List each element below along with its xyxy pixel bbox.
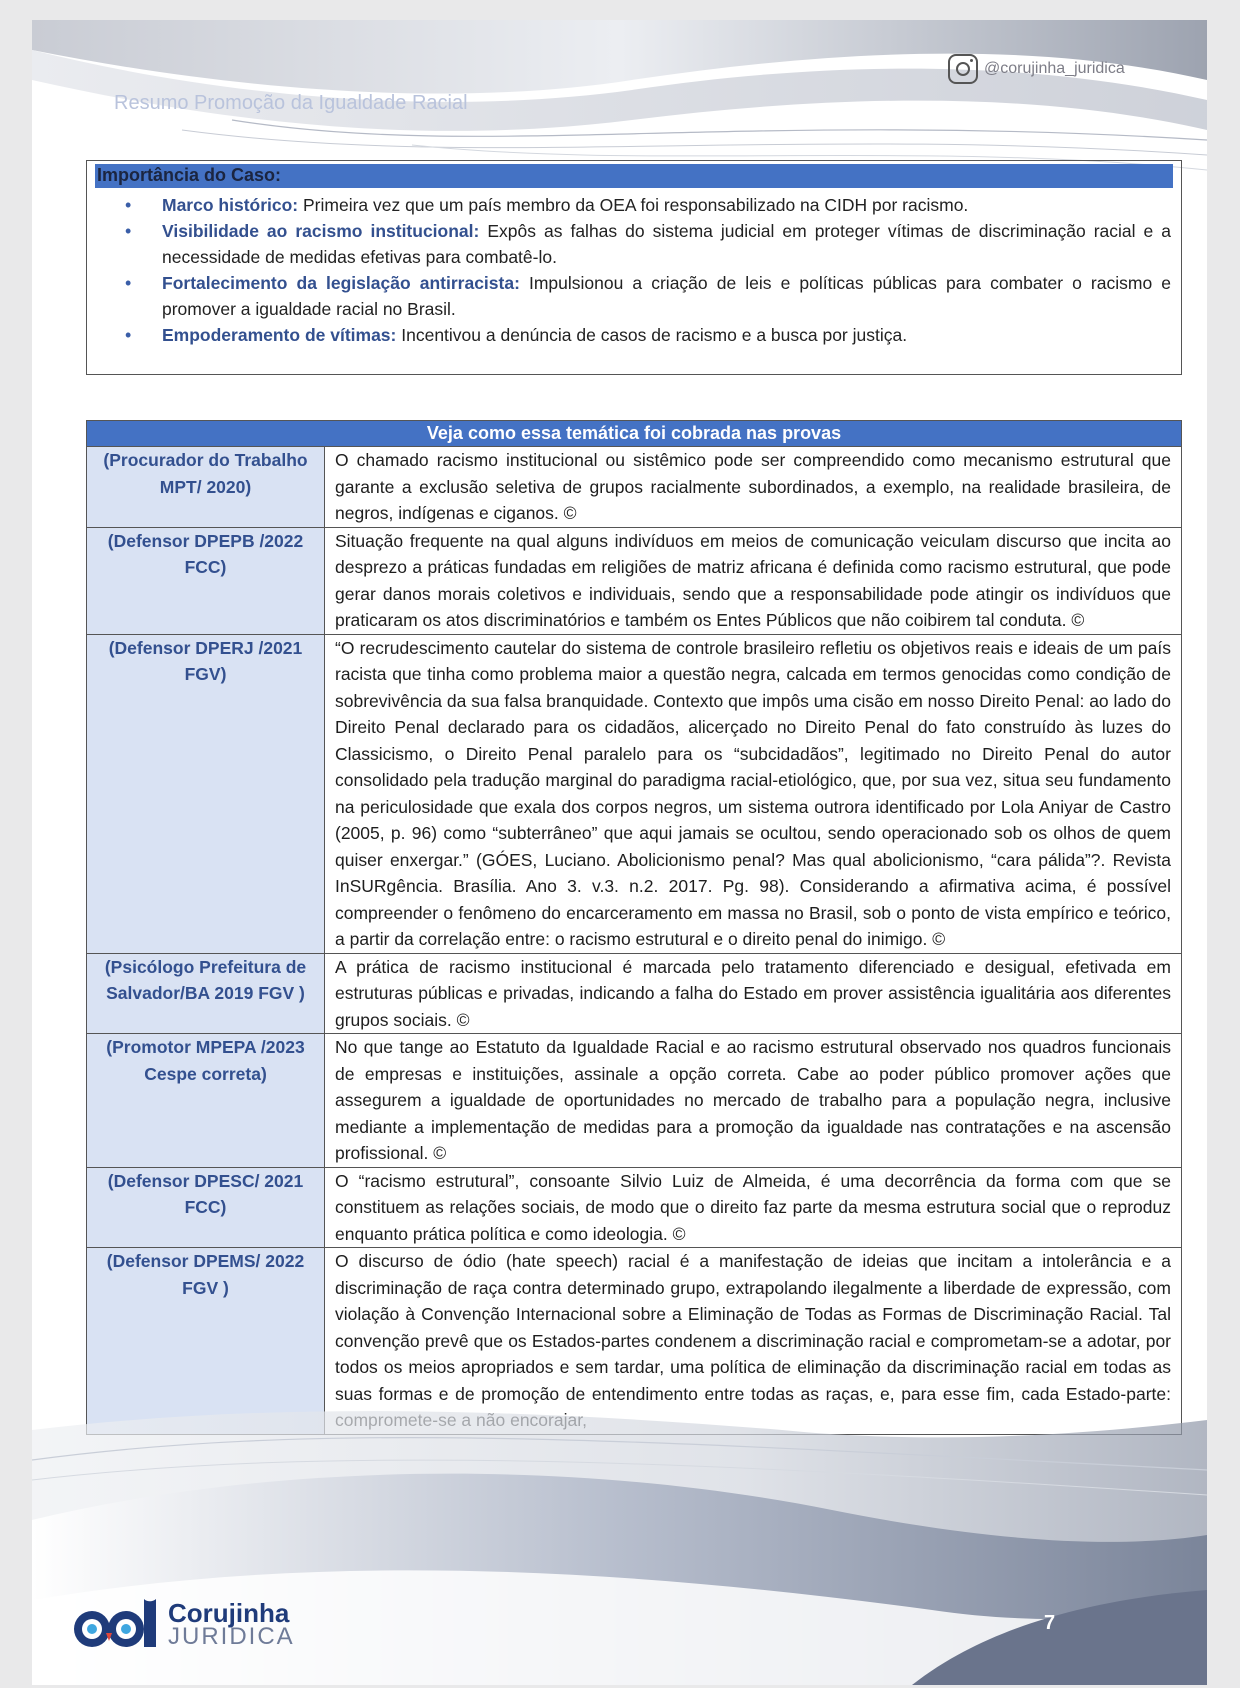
exam-source: (Defensor DPESC/ 2021 FCC) (87, 1167, 325, 1248)
header-title: Resumo Promoção da Igualdade Racial (114, 92, 468, 114)
exam-statement: O chamado racismo institucional ou sistêmico pode ser compreendido como mecanismo estrutural que garante a exclusão seletiva de grupos racialmente subordinados, a exemplo, na realidade brasileira, de negros, indígenas e ciganos. © (325, 447, 1182, 528)
table-row (87, 527, 1182, 634)
importance-item-text: Impulsionou a criação de leis e políticas públicas para combater o racismo e promover a igualdade racial no Brasil. (162, 273, 1171, 319)
table-heading: Veja como essa temática foi cobrada nas provas (87, 421, 1182, 447)
table-row (87, 634, 1182, 953)
table-row (87, 1167, 1182, 1248)
importance-item-label: Visibilidade ao racismo institucional: (162, 221, 480, 241)
importance-item-label: Empoderamento de vítimas: (162, 325, 397, 345)
instagram-icon (948, 54, 978, 84)
table-row (87, 447, 1182, 528)
exam-statement: O “racismo estrutural”, consoante Silvio Luiz de Almeida, é uma decorrência da forma com que se constituem as relações sociais, de modo que o direito faz parte da mesma estrutura social que o reproduz enquanto prática política e como ideologia. © (325, 1167, 1182, 1248)
exam-questions-table (86, 420, 1182, 1435)
exam-source: (Defensor DPEPB /2022 FCC) (87, 527, 325, 634)
table-row (87, 1034, 1182, 1168)
importance-item-text: Primeira vez que um país membro da OEA foi responsabilizado na CIDH por racismo. (298, 195, 969, 215)
table-row (87, 953, 1182, 1034)
exam-source: (Procurador do Trabalho MPT/ 2020) (87, 447, 325, 528)
exam-source: (Defensor DPERJ /2021 FGV) (87, 634, 325, 953)
instagram-handle-text: @corujinha_juridica (984, 60, 1125, 77)
exam-statement: O discurso de ódio (hate speech) racial é a manifestação de ideias que incitam a intolerância e a discriminação de raça contra determinado grupo, extrapolando ilegalmente a liberdade de expressão, com violação à Convenção Internacional sobre a Eliminação de Todas as Formas de Discriminação Racial. Tal convenção prevê que os Estados-partes condenem a discriminação racial e comprometam-se a adotar, por todos os meios apropriados e sem tardar, uma política de eliminação da discriminação racial em todas as suas formas e de promoção de entendimento entre todas as raças, e, para esse fim, cada Estado-parte: (325, 1248, 1182, 1435)
document-page (32, 20, 1207, 1685)
importance-box (86, 160, 1182, 375)
exam-statement: “O recrudescimento cautelar do sistema de controle brasileiro refletiu os objetivos reais e ideais de um país racista que tinha como problema maior a questão negra, calcada em termos genocidas como condição de sobrevivência da sua falsa branquidade. Contexto que impôs uma cisão em nosso Direito Penal: ao lado do Direito Penal declarado para os cidadãos, alicerçado no Direito Penal do fato construído às luzes do Classicismo, o Direito Penal paralelo para os “subcidadãos”, legitimado no Direito Penal do autor consolidado pela tradução marginal do paradigma racial-etiológico, que, por sua vez, situa seu fundamento na periculosidade que exala dos corpos negros, um sistema outrora identificado por Lola Aniyar de Castro (2005, p. 96) como “subterrâneo” que aqui jamais se ocultou, sendo operacionado sob os olhos de quem quiser enxergar.” (GÓES, Luciano. Abolicionismo penal? Mas qual abolicionismo, “cara pálida”?. Revista InSURgência. Brasília. Ano 3. v.3. n.2. 2017. Pg. 98). Considerando a afirmativa acima, é possível compreender o fenômeno do encarceramento em massa no Brasil, sob o ponto de vista empírico e teórico, a partir da correlação entre: o racismo estrutural e o direito penal do inimigo. © (325, 634, 1182, 953)
exam-statement: Situação frequente na qual alguns indivíduos em meios de comunicação veiculam discurso que incita ao desprezo a práticas fundadas em religiões de matriz africana é definida como racismo estrutural, que pode gerar danos morais coletivos e individuais, sendo que a responsabilidade pode atingir os indivíduos que praticaram os atos discriminatórios e também os Entes Públicos que não coibirem tal conduta. © (325, 527, 1182, 634)
importance-item (87, 270, 1171, 322)
exam-statement: A prática de racismo institucional é marcada pelo tratamento diferenciado e desigual, efetivada em estruturas públicas e privadas, indicando a falha do Estado em prover assistência igualitária aos diferentes grupos sociais. © (325, 953, 1182, 1034)
page-number: 7 (1044, 1612, 1056, 1634)
exam-source: (Defensor DPEMS/ 2022 FGV ) (87, 1248, 325, 1435)
logo-line2: JURIDICA (168, 1623, 295, 1650)
corujinha-logo (70, 1595, 295, 1655)
importance-item (87, 218, 1171, 270)
owl-logo-icon (70, 1595, 162, 1655)
importance-item-text: Expôs as falhas do sistema judicial em proteger vítimas de discriminação racial e a necessidade de medidas efetivas para combatê-lo. (162, 221, 1172, 267)
importance-list (87, 192, 1171, 348)
importance-item (87, 192, 1171, 218)
importance-item-label: Fortalecimento da legislação antirracista: (162, 273, 520, 293)
instagram-handle (948, 54, 1125, 84)
importance-item-label: Marco histórico: (162, 195, 299, 215)
importance-item-text: Incentivou a denúncia de casos de racismo e a busca por justiça. (396, 325, 908, 345)
exam-source: (Psicólogo Prefeitura de Salvador/BA 2019 FGV ) (87, 953, 325, 1034)
importance-heading-text: Importância do Caso: (97, 165, 282, 185)
importance-heading (95, 164, 1173, 188)
exam-source: (Promotor MPEPA /2023 Cespe correta) (87, 1034, 325, 1168)
importance-item (87, 322, 1171, 348)
exam-statement: No que tange ao Estatuto da Igualdade Racial e ao racismo estrutural observado nos quadros funcionais de empresas e instituições, assinale a opção correta. Cabe ao poder público promover ações que assegurem a igualdade de oportunidades no mercado de trabalho para a população negra, inclusive mediante a implementação de medidas para a promoção da igualdade nas contratações e na ascensão profissional. © (325, 1034, 1182, 1168)
logo-line1: Corujinha (168, 1598, 290, 1628)
table-header-row (87, 421, 1182, 447)
